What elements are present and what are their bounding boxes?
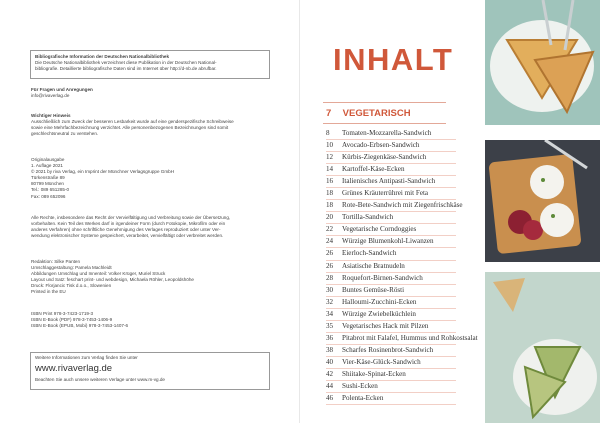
- credits-line: Redaktion: Silke Panten: [31, 259, 81, 264]
- contact-title: Für Fragen und Anregungen: [31, 87, 93, 92]
- toc-name: Tortilla-Sandwich: [342, 213, 394, 222]
- section-heading: [326, 108, 411, 119]
- edition-line: Türkenstraße 89: [31, 175, 65, 181]
- toc-page: 30: [326, 285, 334, 294]
- toc-page: 16: [326, 177, 334, 186]
- zucchini-triangles-image: [485, 272, 600, 423]
- toc-entry[interactable]: [326, 321, 456, 333]
- biblio-line: Die Deutsche Nationalbibliothek verzeichnet diese Publikation in der Deutschen National-: [35, 60, 217, 66]
- section-title: VEGETARISCH: [342, 108, 411, 119]
- beetroot-toast-photo: [485, 140, 600, 262]
- toc-page: 18: [326, 201, 334, 210]
- toc-entry[interactable]: [326, 188, 456, 200]
- toc-entry[interactable]: [326, 200, 463, 212]
- edition-line: Tel.: 089 651285-0: [31, 187, 70, 193]
- notice-block: [31, 113, 271, 137]
- toc-page: 28: [326, 273, 334, 282]
- toc-name: Grünes Kräuterrührei mit Feta: [342, 189, 429, 198]
- rights-line: Alle Rechte, insbesondere das Recht der Vervielfältigung und Verbreitung sowie der Übersetzung,: [31, 215, 231, 220]
- notice-title: Wichtiger Hinweis: [31, 113, 71, 118]
- toc-page: 12: [326, 153, 334, 162]
- toc-page: 24: [326, 237, 334, 246]
- edition-line: Fax: 089 652096: [31, 193, 66, 199]
- toc-name: Würzige Blumenkohl-Liwanzen: [342, 237, 434, 246]
- toc-name: Scharfes Rosinenbrot-Sandwich: [342, 345, 434, 354]
- toc-page: 20: [326, 213, 334, 222]
- toc-entry[interactable]: [326, 236, 456, 248]
- toc-name: Vier-Käse-Glück-Sandwich: [342, 357, 421, 366]
- web-info-line: Weitere Informationen zum Verlag finden Sie unter: [35, 355, 138, 360]
- section-page-number: 7: [326, 108, 332, 119]
- toc-entry[interactable]: [326, 393, 456, 405]
- credits-line: Layout und Satz: feschart print- und webdesign, Michaela Röhler, Leopoldshöhe: [31, 277, 194, 283]
- toc-page: 42: [326, 369, 334, 378]
- grilled-sandwich-image: [485, 0, 600, 125]
- biblio-line: bibliografie. Detaillierte bibliografische Daten sind im Internet über http://d-nb.de abrufbar.: [35, 66, 217, 72]
- rights-block: [31, 215, 271, 239]
- toc-page: 32: [326, 297, 334, 306]
- edition-line: © 2021 by riva Verlag, ein Imprint der Münchner Verlagsgruppe GmbH: [31, 169, 175, 175]
- toc-page: 26: [326, 249, 334, 258]
- toc-name: Asiatische Bratnudeln: [342, 261, 405, 270]
- toc-entry[interactable]: [326, 140, 456, 152]
- toc-entry[interactable]: [326, 333, 478, 345]
- publisher-web-box: [30, 352, 270, 390]
- toc-page: 14: [326, 165, 334, 174]
- credits-block: [31, 259, 271, 296]
- credits-line: Printed in the EU: [31, 289, 66, 295]
- toc-page: 38: [326, 345, 334, 354]
- toc-page: 44: [326, 381, 334, 390]
- isbn-block: [31, 311, 271, 329]
- section-rule: [323, 123, 446, 124]
- toc-name: Rote-Bete-Sandwich mit Ziegenfrischkäse: [342, 201, 463, 210]
- isbn-line: ISBN Print 978-3-7423-1719-3: [31, 311, 94, 316]
- zucchini-halloumi-photo: [485, 272, 600, 423]
- contact-email: info@rivaverlag.de: [31, 93, 70, 99]
- toc-name: Vegetarische Corndoggies: [342, 225, 417, 234]
- toc-page: 10: [326, 141, 334, 150]
- edition-line: 1. Auflage 2021: [31, 163, 63, 169]
- toc-entry[interactable]: [326, 152, 456, 164]
- isbn-line: ISBN E-Book (PDF) 978-3-7453-1406-9: [31, 317, 113, 323]
- toc-page: 22: [326, 225, 334, 234]
- toc-entry[interactable]: [326, 345, 456, 357]
- contents-title: INHALT: [333, 42, 454, 77]
- credits-line: Druck: Florjancic Tisk d.o.o., Slowenien: [31, 283, 112, 289]
- beetroot-toast-image: [485, 140, 600, 262]
- toc-page: 8: [326, 129, 330, 137]
- notice-line: sowie eine Mehrfachbezeichnung verzichtet. Alle personenbezogenen Bezeichnungen sind somit: [31, 125, 229, 131]
- toc-entry[interactable]: [326, 248, 456, 260]
- toc-page: 18: [326, 189, 334, 198]
- toc-page: 36: [326, 333, 334, 342]
- toc-name: Kürbis-Ziegenkäse-Sandwich: [342, 153, 427, 162]
- toc-name: Halloumi-Zucchini-Ecken: [342, 297, 417, 306]
- toc-entry[interactable]: [326, 261, 456, 273]
- toc-page: 26: [326, 261, 334, 270]
- toc-name: Buntes Gemüse-Rösti: [342, 285, 405, 294]
- toc-name: Pitabrot mit Falafel, Hummus und Rohkostsalat: [342, 333, 478, 342]
- sandwich-photo-top: [485, 0, 600, 125]
- toc-name: Roquefort-Birnen-Sandwich: [342, 273, 423, 282]
- toc-entry[interactable]: [326, 212, 456, 224]
- toc-name: Italienisches Antipasti-Sandwich: [342, 177, 436, 186]
- toc-entry[interactable]: [326, 224, 456, 236]
- toc-page: 35: [326, 321, 334, 330]
- toc-entry[interactable]: [326, 369, 456, 381]
- credits-line: Abbildungen Umschlag und Innenteil: Volker Krüger, Muriel Struck: [31, 271, 166, 277]
- toc-page: 34: [326, 309, 334, 318]
- toc-name: Vegetarisches Hack mit Pilzen: [342, 321, 429, 330]
- toc-entry[interactable]: [326, 357, 456, 369]
- toc-entry[interactable]: [326, 273, 456, 285]
- toc-name: Polenta-Ecken: [342, 394, 384, 403]
- toc-entry[interactable]: [326, 128, 456, 140]
- rights-line: vorbehalten. Kein Teil des Werkes darf in irgendeiner Form (durch Fotokopie, Mikrofilm oder ein: [31, 221, 226, 227]
- credits-line: Umschlaggestaltung: Pamela Machleidt: [31, 265, 112, 271]
- biblio-title: Bibliografische Information der Deutschen Nationalbibliothek: [35, 54, 169, 59]
- edition-block: [31, 157, 271, 200]
- section-rule: [323, 102, 446, 103]
- notice-line: geschlechtsneutral zu verstehen.: [31, 131, 99, 137]
- toc-name: Sushi-Ecken: [342, 381, 378, 390]
- rights-line: wendung elektronischer Systeme gespeichert, verarbeitet, vervielfältigt oder verbreitet werden.: [31, 233, 224, 239]
- toc-entry[interactable]: [326, 285, 456, 297]
- toc-entry[interactable]: [326, 164, 456, 176]
- toc-page: 40: [326, 357, 334, 366]
- toc-name: Eierloch-Sandwich: [342, 249, 397, 258]
- toc-entry[interactable]: [326, 297, 456, 309]
- notice-line: Ausschließlich zum Zweck der besseren Lesbarkeit wurde auf eine genderspezifische Schreibweise: [31, 119, 234, 125]
- toc-name: Avocado-Erbsen-Sandwich: [342, 141, 420, 150]
- isbn-line: ISBN E-Book (EPUB, Mobi) 978-3-7453-1407-6: [31, 323, 129, 329]
- toc-entry[interactable]: [326, 176, 456, 188]
- toc-name: Tomaten-Mozzarella-Sandwich: [342, 129, 432, 137]
- rights-line: anderes Verfahren) ohne schriftliche Genehmigung des Verlages reproduziert oder unter Ver-: [31, 227, 221, 233]
- edition-line: Originalausgabe: [31, 157, 65, 162]
- toc-page: 46: [326, 394, 334, 403]
- toc-name: Würzige Zwiebelküchlein: [342, 309, 416, 318]
- contact-block: [31, 87, 271, 99]
- web-info-line: Beachten Sie auch unsere weiteren Verlage unter www.m-vg.de: [35, 377, 165, 383]
- publisher-url[interactable]: www.rivaverlag.de: [35, 363, 113, 375]
- toc-name: Shiitake-Spinat-Ecken: [342, 369, 406, 378]
- toc-entry[interactable]: [326, 309, 456, 321]
- toc-entry[interactable]: [326, 381, 456, 393]
- edition-line: 80799 München: [31, 181, 64, 187]
- toc-list: [326, 128, 478, 405]
- bibliographic-info-box: [30, 50, 270, 79]
- toc-name: Kartoffel-Käse-Ecken: [342, 165, 405, 174]
